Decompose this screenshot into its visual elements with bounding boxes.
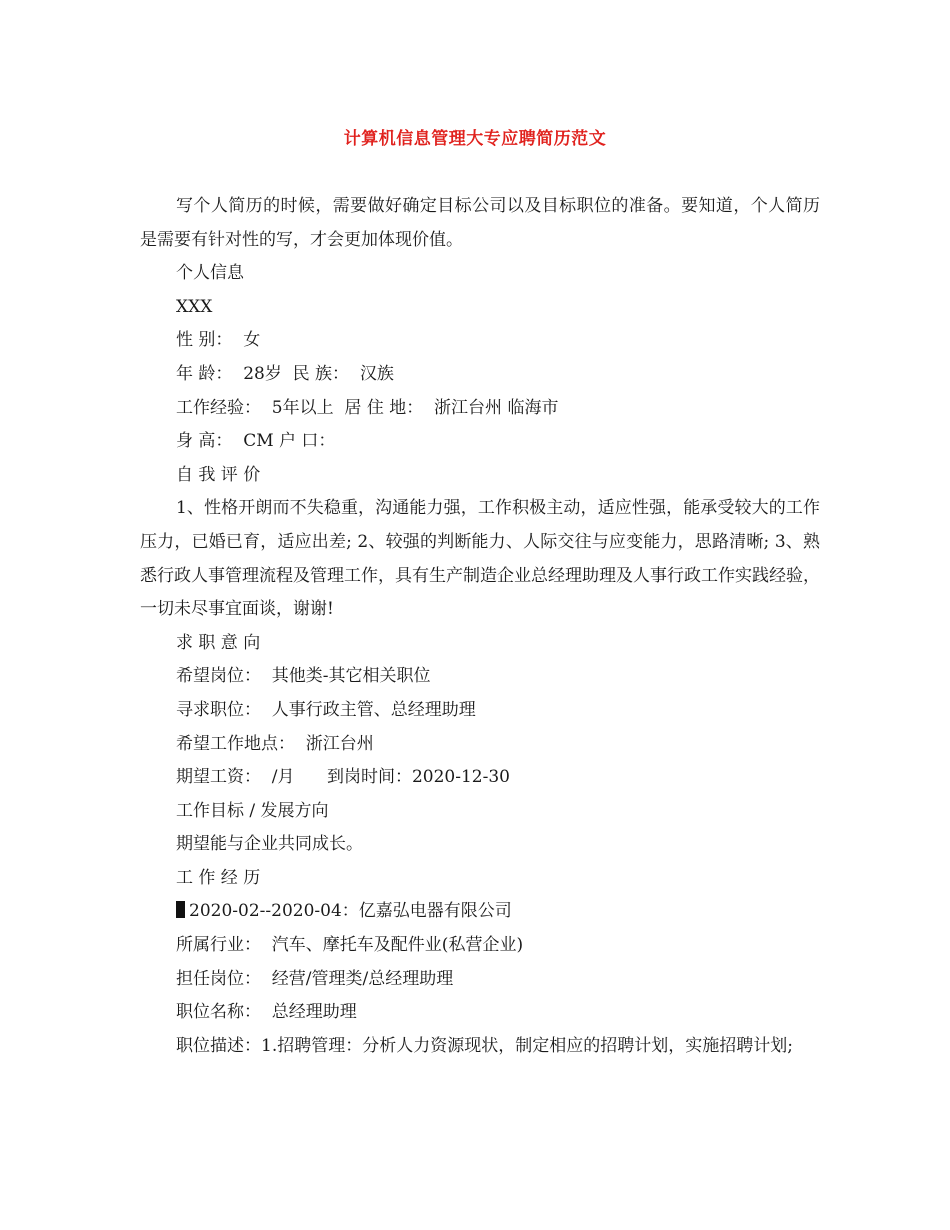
job1-title-line: 职位名称： 总经理助理 — [176, 1002, 357, 1023]
gender-line: 性 别： 女 — [176, 330, 261, 351]
seeking-position-line: 寻求职位： 人事行政主管、总经理助理 — [176, 699, 476, 720]
bullet-bar-icon — [176, 901, 185, 918]
name-line: XXX — [176, 296, 213, 317]
job1-industry-line: 所属行业： 汽车、摩托车及配件业(私营企业) — [176, 935, 524, 956]
job1-post-line: 担任岗位： 经营/管理类/总经理助理 — [176, 968, 454, 989]
desired-post-line: 希望岗位： 其他类-其它相关职位 — [176, 666, 431, 687]
intro-paragraph: 写个人简历的时候，需要做好确定目标公司以及目标职位的准备。要知道，个人简历是需要有针对性的写，才会更加体现价值。 — [140, 196, 820, 250]
salary-availability-line: 期望工资： /月 到岗时间：2020-12-30 — [176, 767, 510, 788]
experience-residence-line: 工作经验： 5年以上 居 住 地： 浙江台州 临海市 — [176, 397, 559, 418]
document-body — [140, 190, 820, 1063]
work-history-heading: 工 作 经 历 — [176, 867, 261, 888]
height-hukou-line: 身 高： CM 户 口： — [176, 431, 336, 452]
age-ethnicity-line: 年 龄： 28岁 民 族： 汉族 — [176, 363, 394, 384]
goal-text: 期望能与企业共同成长。 — [176, 834, 363, 855]
self-evaluation-heading: 自 我 评 价 — [176, 464, 261, 485]
job1-period-company-line — [140, 895, 820, 929]
document-title: 计算机信息管理大专应聘简历范文 — [343, 129, 607, 149]
job-intent-heading: 求 职 意 向 — [176, 632, 261, 653]
self-evaluation-text: 1、性格开朗而不失稳重，沟通能力强，工作积极主动，适应性强，能承受较大的工作压力，已婚已育，适应出差; 2、较强的判断能力、人际交往与应变能力，思路清晰; 3、熟悉行政人事管理流程及管理工作，具有生产制造企业总经理助理及人事行政工作实践经验，一切未尽事宜面谈，谢谢! — [140, 498, 820, 620]
job1-description: 职位描述：1.招聘管理：分析人力资源现状，制定相应的招聘计划，实施招聘计划; — [176, 1035, 793, 1056]
personal-info-heading: 个人信息 — [176, 263, 244, 284]
job1-period-company: 2020-02--2020-04：亿嘉弘电器有限公司 — [189, 901, 512, 922]
goal-heading: 工作目标 / 发展方向 — [176, 800, 329, 821]
desired-location-line: 希望工作地点： 浙江台州 — [176, 733, 374, 754]
